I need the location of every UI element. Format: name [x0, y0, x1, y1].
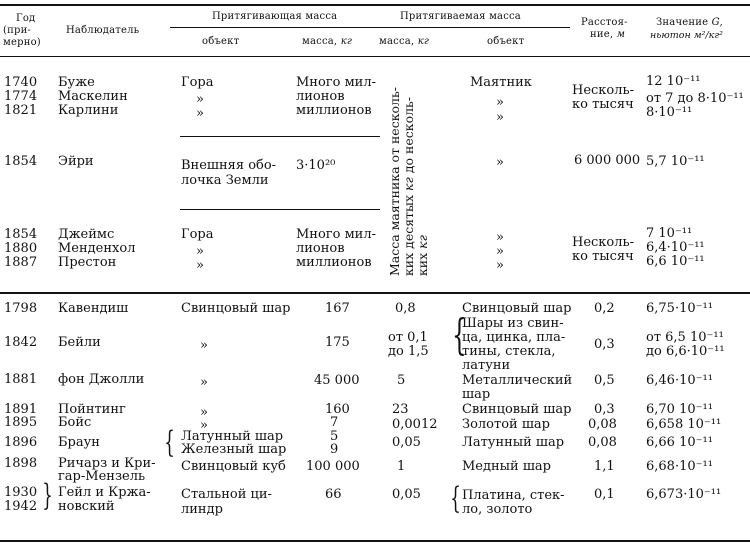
- mass: Много мил-: [296, 227, 376, 242]
- g-value: 5,7 10⁻¹¹: [646, 154, 705, 169]
- mass: Много мил-: [296, 75, 376, 90]
- observer: Маскелин: [58, 89, 128, 104]
- attracted-object: Шары из свин-: [462, 316, 564, 331]
- header-gvalue-1: Значение G,: [656, 17, 723, 28]
- observer: Браун: [58, 435, 100, 450]
- observer: Бойс: [58, 415, 92, 430]
- observer: Джеймс: [58, 227, 115, 242]
- header-rule: [0, 56, 750, 57]
- year: 1896: [4, 435, 38, 450]
- object: Свинцовый шар: [181, 301, 291, 316]
- attracted-object: тины, стекла,: [462, 344, 556, 359]
- left-brace: {: [164, 425, 175, 460]
- attracted-object: Свинцовый шар: [462, 402, 572, 417]
- year: 1854: [4, 154, 38, 169]
- g-value: 6,46·10⁻¹¹: [646, 373, 713, 388]
- distance: 0,3: [594, 402, 615, 417]
- g-value: 12 10⁻¹¹: [646, 74, 701, 89]
- mass: миллионов: [296, 103, 372, 118]
- mass: миллионов: [296, 255, 372, 270]
- distance: 0,3: [594, 337, 615, 352]
- left-brace: {: [450, 481, 461, 516]
- right-brace: }: [42, 478, 53, 513]
- mass: 175: [325, 335, 350, 350]
- attracted-object: Металлический: [462, 373, 573, 388]
- header-year-2: (при-: [3, 25, 32, 36]
- distance: 0,08: [588, 417, 617, 432]
- attracted-object: ца, цинка, пла-: [462, 330, 566, 345]
- object: Стальной ци-: [181, 487, 272, 502]
- header-attracting-object: объект: [202, 36, 240, 47]
- header-attracted-object: объект: [487, 36, 525, 47]
- header-gvalue-unit: ньютон м²/кг²: [650, 30, 723, 41]
- attracted-object: Медный шар: [462, 459, 551, 474]
- g-value: 6,68·10⁻¹¹: [646, 459, 713, 474]
- observer: Престон: [58, 255, 117, 270]
- header-distance-2: ние, м: [590, 29, 626, 40]
- distance: 0,08: [588, 435, 617, 450]
- header-distance-1: Расстоя-: [581, 17, 628, 28]
- attracted-object: Свинцовый шар: [462, 301, 572, 316]
- observer: Бейли: [58, 335, 101, 350]
- observer: фон Джолли: [58, 372, 145, 387]
- object: Гора: [181, 227, 214, 242]
- g-value: 6,75·10⁻¹¹: [646, 301, 713, 316]
- observer: Пойнтинг: [58, 402, 126, 417]
- attracted-mass: до 1,5: [388, 344, 429, 359]
- ditto-mark: »: [496, 110, 504, 125]
- distance: Несколь-: [572, 83, 634, 98]
- attracted-object: Латунный шар: [462, 435, 565, 450]
- observer: Гейл и Кржа-: [58, 485, 151, 500]
- attracted-mass: 5: [397, 373, 406, 388]
- attracted-mass: 0,05: [392, 435, 421, 450]
- header-year-3: мерно): [3, 37, 41, 48]
- mass: 160: [325, 402, 350, 417]
- header-attracting-mass: масса, кг: [302, 36, 353, 47]
- distance: 0,5: [594, 373, 615, 388]
- observer: новский: [58, 499, 115, 514]
- observer: Буже: [58, 75, 95, 90]
- observer: Эйри: [58, 154, 94, 169]
- g-value: 6,66 10⁻¹¹: [646, 435, 713, 450]
- ditto-mark: »: [196, 106, 204, 121]
- attracted-mass: 0,05: [392, 487, 421, 502]
- g-value: до 6,6·10⁻¹¹: [646, 344, 725, 359]
- attracted-mass: 23: [392, 402, 409, 417]
- distance: Несколь-: [572, 235, 634, 250]
- year: 1887: [4, 255, 38, 270]
- observer: Карлини: [58, 103, 119, 118]
- observer: Менденхол: [58, 241, 136, 256]
- year: 1895: [4, 415, 38, 430]
- header-attracted: Притягиваемая масса: [400, 11, 521, 22]
- year: 1881: [4, 372, 38, 387]
- attracted-mass: 1: [397, 459, 406, 474]
- distance: 0,1: [594, 487, 615, 502]
- object: Железный шар: [181, 442, 287, 457]
- object: Латунный шар: [181, 429, 284, 444]
- attracted-mass: от 0,1: [388, 330, 428, 345]
- attracted-object: ло, золото: [462, 502, 533, 517]
- observer: гар-Мензель: [58, 469, 146, 484]
- attracted-object: латуни: [462, 358, 511, 373]
- ditto-mark: »: [200, 375, 208, 390]
- vertical-mass-line-1: Масса маятника от несколь-: [387, 86, 402, 276]
- header-attracted-mass: масса, кг: [379, 36, 430, 47]
- distance: 6 000 000: [574, 153, 641, 168]
- section-rule: [0, 292, 750, 294]
- attracted-object: Золотой шар: [462, 417, 550, 432]
- observer: Ричарз и Кри-: [58, 456, 156, 471]
- ditto-mark: »: [200, 338, 208, 353]
- attracted-object: Маятник: [470, 75, 532, 90]
- ditto-mark: »: [200, 405, 208, 420]
- year: 1854: [4, 227, 38, 242]
- object: линдр: [181, 502, 223, 517]
- bottom-rule: [0, 540, 750, 542]
- vertical-mass-line-3: ких кг: [415, 235, 430, 276]
- left-brace: {: [452, 310, 467, 359]
- mass: 3·10²⁰: [296, 158, 336, 173]
- year: 1898: [4, 456, 38, 471]
- attracted-object: шар: [462, 387, 491, 402]
- subheader-rule: [170, 27, 570, 28]
- ditto-mark: »: [496, 230, 504, 245]
- observer: Кавендиш: [58, 301, 129, 316]
- ditto-mark: »: [496, 244, 504, 259]
- vertical-mass-line-2: ких десятых кг до несколь-: [401, 96, 416, 276]
- ditto-mark: »: [200, 418, 208, 433]
- year: 1930: [4, 485, 38, 500]
- mass: 66: [325, 487, 342, 502]
- object: Внешняя обо-: [181, 158, 277, 173]
- g-value: 6,70 10⁻¹¹: [646, 402, 713, 417]
- mass: 7: [330, 415, 339, 430]
- distance: 0,2: [594, 301, 615, 316]
- ditto-mark: »: [496, 258, 504, 273]
- distance: ко тысяч: [572, 97, 634, 112]
- year: 1891: [4, 402, 38, 417]
- distance: ко тысяч: [572, 249, 634, 264]
- year: 1942: [4, 499, 38, 514]
- year: 1798: [4, 301, 38, 316]
- g-value: 6,6 10⁻¹¹: [646, 254, 705, 269]
- g-value: 6,4·10⁻¹¹: [646, 240, 705, 255]
- header-observer: Наблюдатель: [66, 25, 140, 36]
- g-value: 6,673·10⁻¹¹: [646, 487, 722, 502]
- g-value: от 7 до 8·10⁻¹¹: [646, 91, 744, 106]
- attracted-mass: 0,8: [395, 301, 416, 316]
- attracted-object: Платина, стек-: [462, 488, 565, 503]
- mass: лионов: [296, 89, 345, 104]
- g-value: 7 10⁻¹¹: [646, 226, 693, 241]
- year: 1821: [4, 103, 38, 118]
- year: 1880: [4, 241, 38, 256]
- mass: 100 000: [306, 459, 360, 474]
- mass: 9: [330, 442, 339, 457]
- attracted-mass: 0,0012: [392, 417, 438, 432]
- ditto-mark: »: [196, 92, 204, 107]
- year: 1842: [4, 335, 38, 350]
- ditto-mark: »: [496, 155, 504, 170]
- object: Свинцовый куб: [181, 459, 286, 474]
- mass: лионов: [296, 241, 345, 256]
- header-attracting: Притягивающая масса: [212, 11, 338, 22]
- ditto-mark: »: [196, 244, 204, 259]
- year: 1774: [4, 89, 38, 104]
- group-rule-1: [180, 136, 380, 137]
- header-year-1: Год: [16, 13, 36, 24]
- g-value: 6,658 10⁻¹¹: [646, 417, 722, 432]
- mass: 5: [330, 429, 339, 444]
- top-rule: [0, 4, 750, 6]
- year: 1740: [4, 75, 38, 90]
- g-value: от 6,5 10⁻¹¹: [646, 330, 724, 345]
- ditto-mark: »: [496, 95, 504, 110]
- ditto-mark: »: [196, 258, 204, 273]
- group-rule-2: [180, 209, 380, 210]
- g-value: 8·10⁻¹¹: [646, 105, 693, 120]
- object: Гора: [181, 75, 214, 90]
- mass: 45 000: [314, 373, 360, 388]
- object: лочка Земли: [181, 173, 269, 188]
- mass: 167: [325, 301, 350, 316]
- distance: 1,1: [594, 459, 615, 474]
